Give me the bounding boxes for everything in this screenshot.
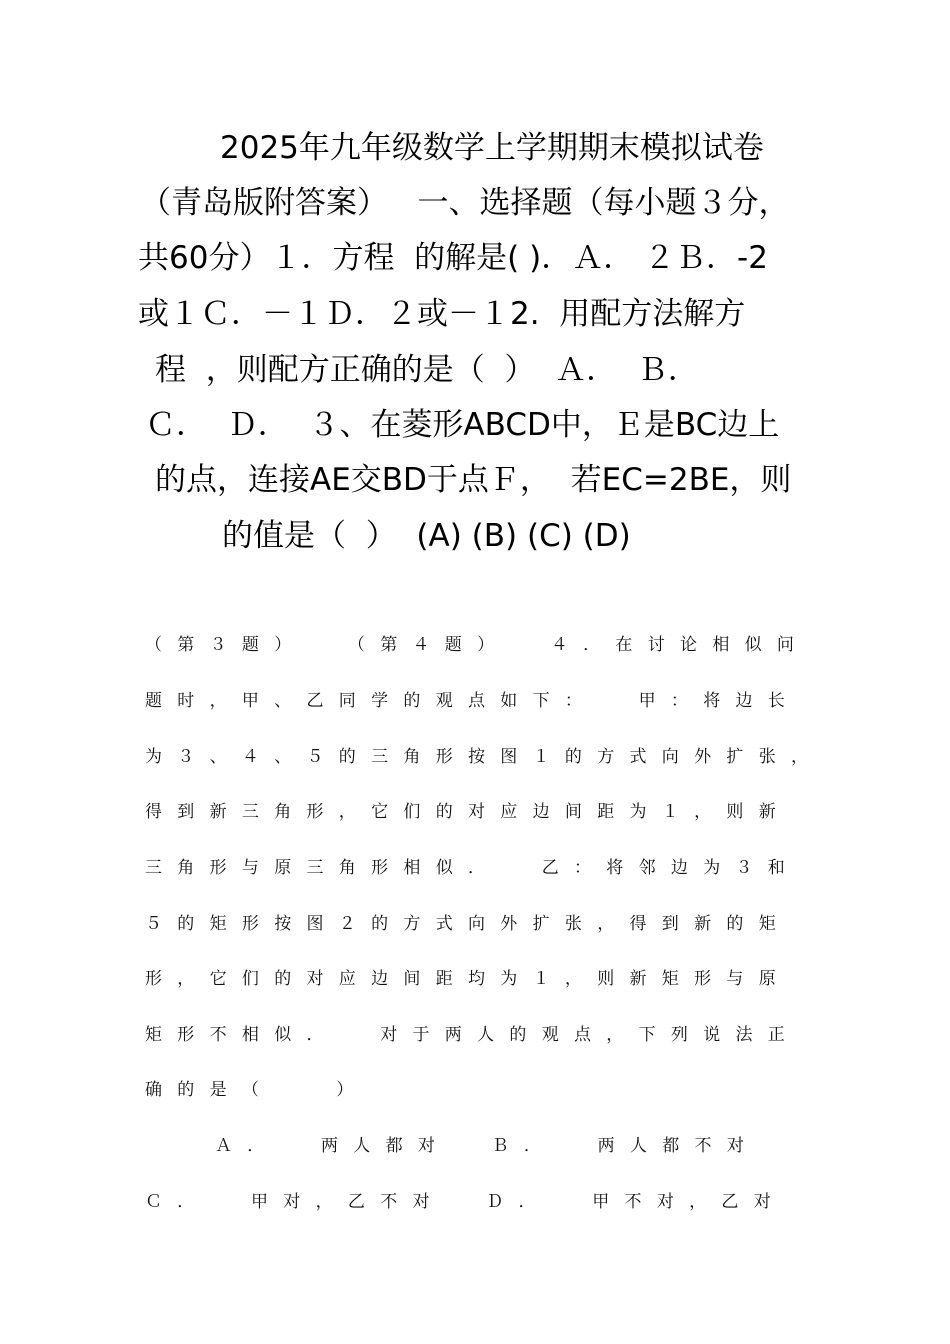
answer-options-line: 的值是（ ） (A) (B) (C) (D) [222, 518, 631, 554]
answer-options-line: Ｃ． 甲对，乙不对 Ｄ． 甲不对，乙对 [145, 1192, 787, 1212]
text-line: ５的矩形按图２的方式向外扩张，得到新的矩 [145, 914, 791, 934]
text-line: 形，它们的对应边间距均为１，则新矩形与原 [145, 969, 791, 989]
text-line: 为３、４、５的三角形按图１的方式向外扩张， [145, 747, 824, 767]
text-line: 程 ，则配方正确的是（ ） Ａ． Ｂ． [155, 352, 699, 388]
text-line: 确的是（ ） [145, 1080, 369, 1100]
document-title-line: 2025年九年级数学上学期期末模拟试卷 [220, 130, 764, 166]
text-line: 的点，连接AE交BD于点Ｆ， 若EC=2BE，则 [155, 462, 792, 498]
text-line: 题时，甲、乙同学的观点如下： 甲：将边长 [145, 691, 801, 711]
text-line: 或１Ｃ．－１Ｄ．２或－１2. 用配方法解方 [138, 296, 746, 332]
answer-options-line: Ａ． 两人都对 Ｂ． 两人都不对 [215, 1136, 760, 1156]
text-line: 得到新三角形，它们的对应边间距为１，则新 [145, 802, 791, 822]
text-line: Ｃ． Ｄ． ３、在菱形ABCD中，Ｅ是BC边上 [145, 407, 780, 443]
text-line: 三角形与原三角形相似． 乙：将邻边为３和 [145, 858, 801, 878]
text-line: 矩形不相似． 对于两人的观点，下列说法正 [145, 1025, 801, 1045]
text-line: 共60分）１．方程 的解是( )．Ａ． ２Ｂ．-2 [138, 240, 768, 276]
text-line: （青岛版附答案） 一、选择题（每小题３分， [140, 185, 790, 221]
text-line: （第３题） （第４题） ４．在讨论相似问 [145, 635, 810, 655]
